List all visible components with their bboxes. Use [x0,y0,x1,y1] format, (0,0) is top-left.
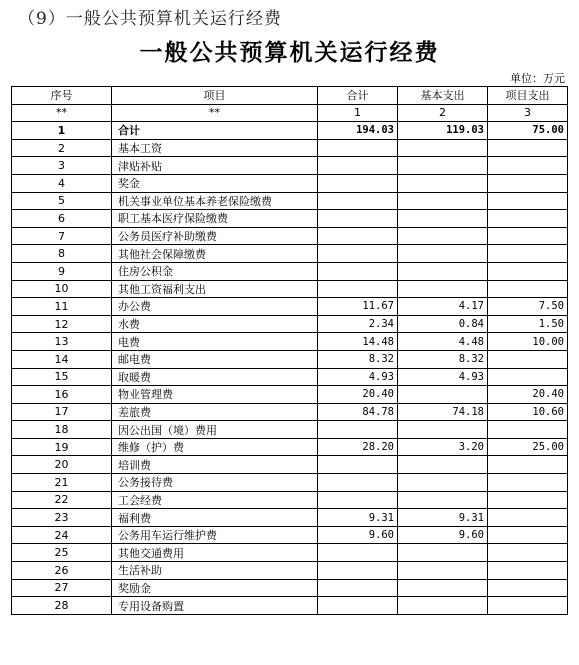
row-seq: 27 [12,579,112,597]
table-row [12,526,568,544]
table-row [12,597,568,615]
row-item: 福利费 [112,509,318,527]
index-project: 3 [488,104,568,122]
row-item: 因公出国（境）费用 [112,421,318,439]
row-basic [398,456,488,474]
row-basic: 4.93 [398,368,488,386]
row-total: 194.03 [318,122,398,140]
row-item: 维修（护）费 [112,438,318,456]
row-project [488,562,568,580]
row-seq: 17 [12,403,112,421]
row-seq: 5 [12,192,112,210]
row-seq: 4 [12,174,112,192]
table-row [12,456,568,474]
row-basic [398,579,488,597]
row-item: 专用设备购置 [112,597,318,615]
row-basic [398,262,488,280]
row-total [318,474,398,492]
index-total: 1 [318,104,398,122]
table-row [12,192,568,210]
table-row [12,544,568,562]
table-row [12,491,568,509]
row-item: 住房公积金 [112,262,318,280]
row-total [318,262,398,280]
row-total: 14.48 [318,333,398,351]
row-total: 11.67 [318,298,398,316]
row-item: 公务员医疗补助缴费 [112,227,318,245]
row-project: 75.00 [488,122,568,140]
table-row [12,474,568,492]
row-item: 工会经费 [112,491,318,509]
row-total [318,562,398,580]
row-basic [398,474,488,492]
table-row [12,562,568,580]
row-item: 奖金 [112,174,318,192]
index-item: ** [112,104,318,122]
row-basic [398,192,488,210]
row-seq: 11 [12,298,112,316]
row-seq: 2 [12,139,112,157]
header-item: 项目 [112,87,318,105]
row-seq: 10 [12,280,112,298]
row-seq: 3 [12,157,112,175]
row-total: 20.40 [318,386,398,404]
row-basic [398,210,488,228]
row-seq: 26 [12,562,112,580]
row-basic: 0.84 [398,315,488,333]
table-row [12,350,568,368]
row-seq: 28 [12,597,112,615]
row-seq: 12 [12,315,112,333]
row-seq: 21 [12,474,112,492]
row-total [318,491,398,509]
row-seq: 22 [12,491,112,509]
table-row [12,298,568,316]
row-seq: 25 [12,544,112,562]
row-seq: 13 [12,333,112,351]
row-project [488,509,568,527]
header-row [12,87,568,105]
table-row [12,579,568,597]
row-item: 水费 [112,315,318,333]
row-basic [398,421,488,439]
total-row [12,122,568,140]
row-basic: 8.32 [398,350,488,368]
row-seq: 18 [12,421,112,439]
section-heading: （9）一般公共预算机关运行经费 [18,9,282,29]
row-item: 公务接待费 [112,474,318,492]
row-total [318,157,398,175]
row-total [318,456,398,474]
expense-table [11,86,568,615]
row-basic [398,174,488,192]
row-item: 电费 [112,333,318,351]
row-seq: 19 [12,438,112,456]
row-item: 差旅费 [112,403,318,421]
row-total [318,227,398,245]
row-seq: 6 [12,210,112,228]
row-basic: 9.31 [398,509,488,527]
table-row [12,245,568,263]
table-row [12,438,568,456]
row-total [318,579,398,597]
row-total: 2.34 [318,315,398,333]
row-basic [398,245,488,263]
row-total: 84.78 [318,403,398,421]
row-basic [398,562,488,580]
table-row [12,386,568,404]
table-row [12,174,568,192]
row-item: 物业管理费 [112,386,318,404]
row-basic [398,544,488,562]
header-basic: 基本支出 [398,87,488,105]
row-seq: 8 [12,245,112,263]
row-basic [398,597,488,615]
row-seq: 16 [12,386,112,404]
row-basic: 9.60 [398,526,488,544]
row-total [318,245,398,263]
row-total: 4.93 [318,368,398,386]
row-seq: 1 [12,122,112,140]
row-basic [398,491,488,509]
table-row [12,421,568,439]
table-row [12,509,568,527]
row-total [318,280,398,298]
row-item: 生活补助 [112,562,318,580]
row-project: 25.00 [488,438,568,456]
row-seq: 24 [12,526,112,544]
index-row [12,104,568,122]
index-basic: 2 [398,104,488,122]
row-project: 1.50 [488,315,568,333]
table-row [12,139,568,157]
row-item: 培训费 [112,456,318,474]
row-project [488,421,568,439]
row-basic [398,386,488,404]
row-project [488,227,568,245]
table-row [12,333,568,351]
table-row [12,315,568,333]
row-project [488,280,568,298]
row-project: 10.60 [488,403,568,421]
row-project [488,157,568,175]
row-total [318,192,398,210]
header-total: 合计 [318,87,398,105]
row-seq: 9 [12,262,112,280]
row-total: 9.31 [318,509,398,527]
row-total [318,544,398,562]
row-item: 其他工资福利支出 [112,280,318,298]
row-project [488,491,568,509]
row-item: 奖励金 [112,579,318,597]
row-project [488,526,568,544]
row-project [488,368,568,386]
row-project [488,174,568,192]
row-project [488,456,568,474]
row-total [318,139,398,157]
unit-label: 单位：万元 [510,72,565,85]
row-seq: 15 [12,368,112,386]
row-item: 取暖费 [112,368,318,386]
row-basic: 74.18 [398,403,488,421]
row-project [488,192,568,210]
row-seq: 7 [12,227,112,245]
row-basic [398,157,488,175]
row-project [488,474,568,492]
row-basic [398,139,488,157]
row-item: 合计 [112,122,318,140]
row-basic: 4.17 [398,298,488,316]
row-seq: 20 [12,456,112,474]
row-project [488,139,568,157]
table-row [12,210,568,228]
row-project [488,210,568,228]
row-item: 公务用车运行维护费 [112,526,318,544]
row-basic [398,227,488,245]
row-item: 职工基本医疗保险缴费 [112,210,318,228]
row-project [488,262,568,280]
row-item: 邮电费 [112,350,318,368]
table-row [12,403,568,421]
row-project: 7.50 [488,298,568,316]
row-seq: 14 [12,350,112,368]
row-basic: 4.48 [398,333,488,351]
row-total [318,421,398,439]
row-total: 9.60 [318,526,398,544]
row-total: 28.20 [318,438,398,456]
row-basic [398,280,488,298]
row-item: 其他交通费用 [112,544,318,562]
row-total [318,597,398,615]
row-project: 10.00 [488,333,568,351]
row-item: 基本工资 [112,139,318,157]
table-row [12,227,568,245]
row-project [488,597,568,615]
table-row [12,368,568,386]
row-item: 津贴补贴 [112,157,318,175]
table-row [12,262,568,280]
row-project [488,245,568,263]
row-seq: 23 [12,509,112,527]
row-total [318,210,398,228]
row-project: 20.40 [488,386,568,404]
row-item: 机关事业单位基本养老保险缴费 [112,192,318,210]
row-basic: 3.20 [398,438,488,456]
table-row [12,280,568,298]
row-item: 办公费 [112,298,318,316]
row-total [318,174,398,192]
page-title: 一般公共预算机关运行经费 [139,39,440,66]
header-project: 项目支出 [488,87,568,105]
row-project [488,544,568,562]
table-row [12,157,568,175]
row-basic: 119.03 [398,122,488,140]
row-item: 其他社会保障缴费 [112,245,318,263]
row-total: 8.32 [318,350,398,368]
row-project [488,579,568,597]
index-seq: ** [12,104,112,122]
row-project [488,350,568,368]
header-seq: 序号 [12,87,112,105]
